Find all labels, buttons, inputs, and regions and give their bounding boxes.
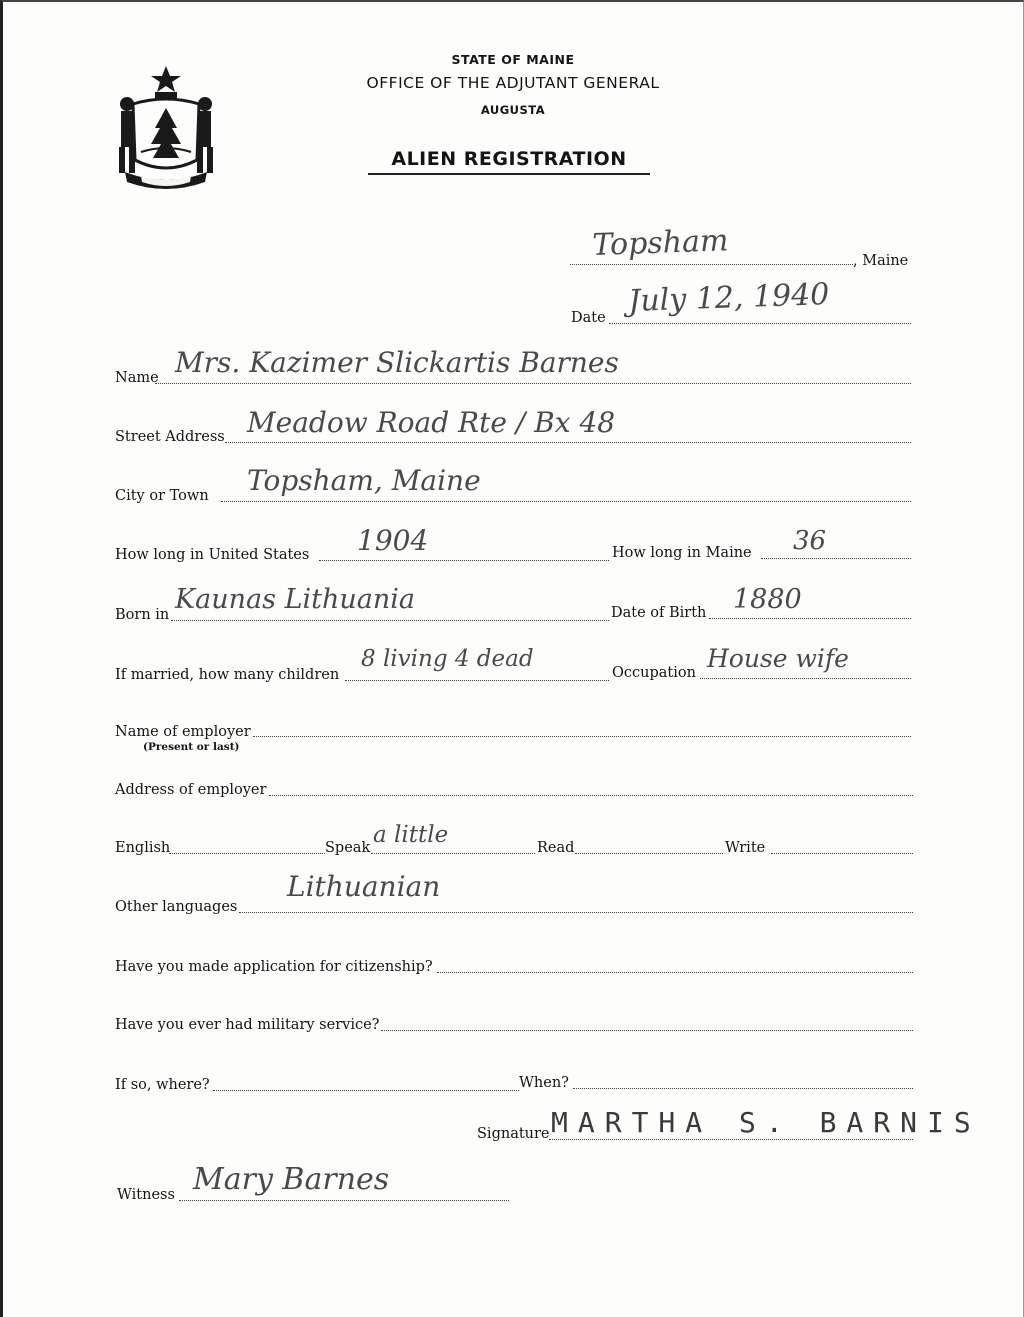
date-entry: July 12, 1940	[627, 277, 830, 319]
city-label: City or Town	[115, 488, 209, 504]
name-label: Name	[115, 370, 159, 386]
other-languages-line	[239, 912, 913, 913]
town-entry: Topsham	[591, 223, 729, 263]
speak-label: Speak	[325, 840, 371, 856]
born-in-entry: Kaunas Lithuania	[175, 584, 415, 615]
signature-entry: MARTHA S. BARNIS	[551, 1106, 981, 1139]
date-line	[609, 323, 911, 324]
name-entry: Mrs. Kazimer Slickartis Barnes	[175, 346, 619, 379]
speak-line	[371, 853, 535, 854]
other-languages-label: Other languages	[115, 899, 238, 915]
citizenship-label: Have you made application for citizenship?	[115, 959, 433, 975]
street-address-line	[225, 442, 911, 443]
city-heading: AUGUSTA	[480, 103, 546, 117]
english-line	[169, 853, 325, 854]
write-line	[771, 853, 913, 854]
employer-line	[253, 736, 911, 737]
date-label: Date	[571, 310, 606, 326]
english-label: English	[115, 840, 171, 856]
born-in-line	[171, 620, 609, 621]
city-entry: Topsham, Maine	[247, 464, 481, 497]
how-long-us-label: How long in United States	[115, 547, 310, 563]
how-long-maine-line	[761, 558, 911, 559]
signature-line	[549, 1139, 913, 1140]
town-suffix-label: , Maine	[853, 253, 909, 269]
when-label: When?	[519, 1075, 569, 1091]
where-label: If so, where?	[115, 1077, 210, 1093]
how-long-maine-entry: 36	[793, 526, 827, 556]
military-label: Have you ever had military service?	[115, 1017, 380, 1033]
children-entry: 8 living 4 dead	[361, 646, 534, 672]
children-label: If married, how many children	[115, 667, 340, 683]
witness-label: Witness	[117, 1187, 175, 1203]
employer-label: Name of employer	[115, 724, 251, 740]
speak-entry: a little	[373, 822, 449, 848]
how-long-us-line	[319, 560, 609, 561]
how-long-maine-label: How long in Maine	[612, 545, 752, 561]
employer-address-line	[269, 795, 913, 796]
citizenship-line	[437, 972, 913, 973]
occupation-label: Occupation	[612, 665, 696, 681]
town-line	[570, 264, 853, 265]
state-heading: STATE OF MAINE	[451, 52, 575, 67]
employer-address-label: Address of employer	[115, 782, 267, 798]
occupation-entry: House wife	[707, 644, 849, 673]
how-long-us-entry: 1904	[357, 524, 429, 557]
dob-line	[709, 618, 911, 619]
witness-entry: Mary Barnes	[193, 1162, 390, 1197]
other-languages-entry: Lithuanian	[287, 870, 441, 903]
city-line	[221, 501, 911, 502]
state-seal-icon	[111, 64, 221, 190]
name-line	[155, 383, 911, 384]
street-address-label: Street Address	[115, 429, 225, 445]
military-line	[381, 1030, 913, 1031]
dob-label: Date of Birth	[611, 605, 707, 621]
when-line	[573, 1088, 913, 1089]
where-line	[213, 1090, 519, 1091]
occupation-line	[700, 678, 911, 679]
born-in-label: Born in	[115, 607, 170, 623]
read-label: Read	[537, 840, 575, 856]
children-line	[345, 680, 609, 681]
form-title: ALIEN REGISTRATION	[368, 148, 650, 175]
signature-label: Signature	[477, 1126, 550, 1142]
read-line	[575, 853, 723, 854]
write-label: Write	[725, 840, 766, 856]
street-address-entry: Meadow Road Rte / Bx 48	[247, 406, 616, 439]
dob-entry: 1880	[733, 584, 802, 615]
witness-line	[179, 1200, 509, 1201]
employer-sub-label: (Present or last)	[143, 741, 240, 753]
office-heading: OFFICE OF THE ADJUTANT GENERAL	[366, 74, 660, 92]
